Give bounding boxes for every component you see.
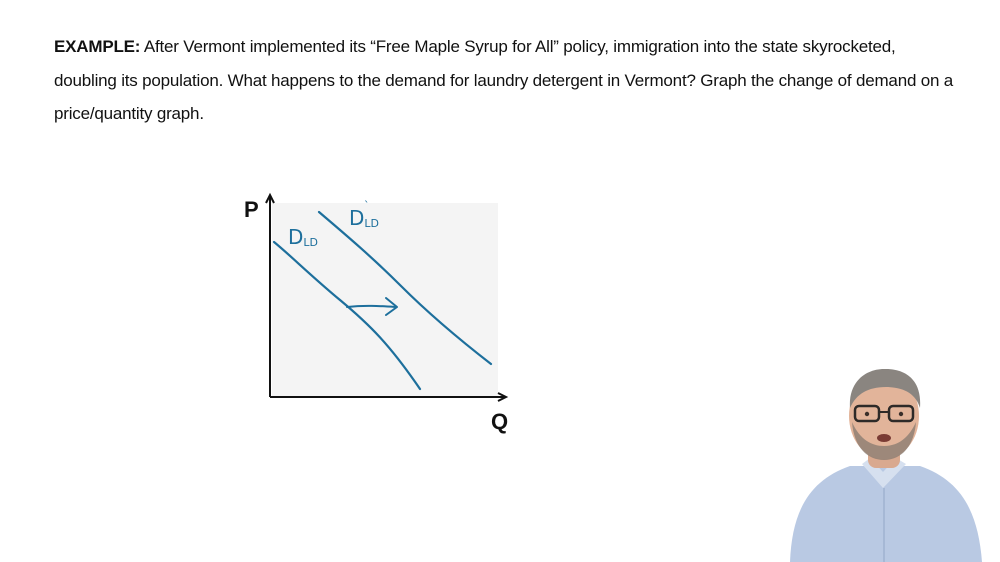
original-demand-label: DLD	[288, 225, 319, 249]
question-text: After Vermont implemented its “Free Maple Syrup for All” policy, immigration into the state skyrocketed, doubling its population. What happens to the demand for laundry detergent in Vermont? Graph the change of demand on a price/quantity graph.	[54, 37, 954, 123]
graph-panel	[272, 203, 498, 397]
example-question	[54, 30, 954, 131]
shift-right-arrow	[347, 306, 396, 307]
presenter-video	[770, 360, 1000, 562]
presenter-eye-right	[899, 412, 903, 416]
demand-graph	[230, 185, 530, 445]
shifted-demand-prime: `	[364, 199, 370, 212]
quantity-axis-label: Q	[491, 409, 509, 434]
price-axis-label: P	[244, 197, 259, 222]
example-label: EXAMPLE:	[54, 37, 141, 56]
shifted-demand-label: DLD	[349, 206, 380, 230]
presenter-mouth	[877, 434, 891, 442]
presenter-eye-left	[865, 412, 869, 416]
